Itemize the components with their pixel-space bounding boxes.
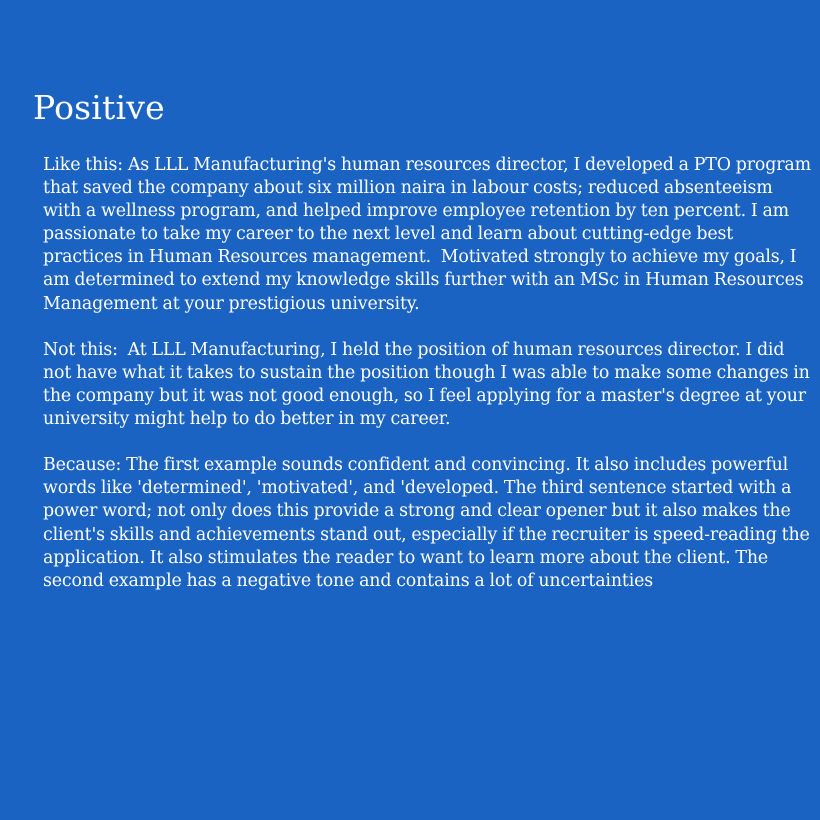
good-example-paragraph: Like this: As LLL Manufacturing's human resources director, I developed a PTO program that saved the company about six million naira in labour costs; reduced absenteeism with a wellness program, and helped improve employee retention by ten percent. I am passionate to take my career to the next level and learn about cutting-edge best practices in Human Resources management. Motivated strongly to achieve my goals, I am determined to extend my knowledge skills further with an MSc in Human Resources Management at your prestigious university. <box>43 155 816 314</box>
bad-example-paragraph: Not this: At LLL Manufacturing, I held the position of human resources director. I did not have what it takes to sustain the position though I was able to make some changes in the company but it was not good enough, so I feel applying for a master's degree at your university might help to do better in my career. <box>43 339 815 430</box>
body-text <box>43 154 816 616</box>
page-title: Positive <box>33 88 165 127</box>
explanation-paragraph: Because: The first example sounds confident and convincing. It also includes powerful words like 'determined', 'motivated', and 'developed. The third sentence started with a power word; not only does this provide a strong and clear opener but it also makes the client's skills and achievements stand out, especially if the recruiter is speed-reading the application. It also stimulates the reader to want to learn more about the client. The second example has a negative tone and contains a lot of uncertainties <box>43 455 815 591</box>
